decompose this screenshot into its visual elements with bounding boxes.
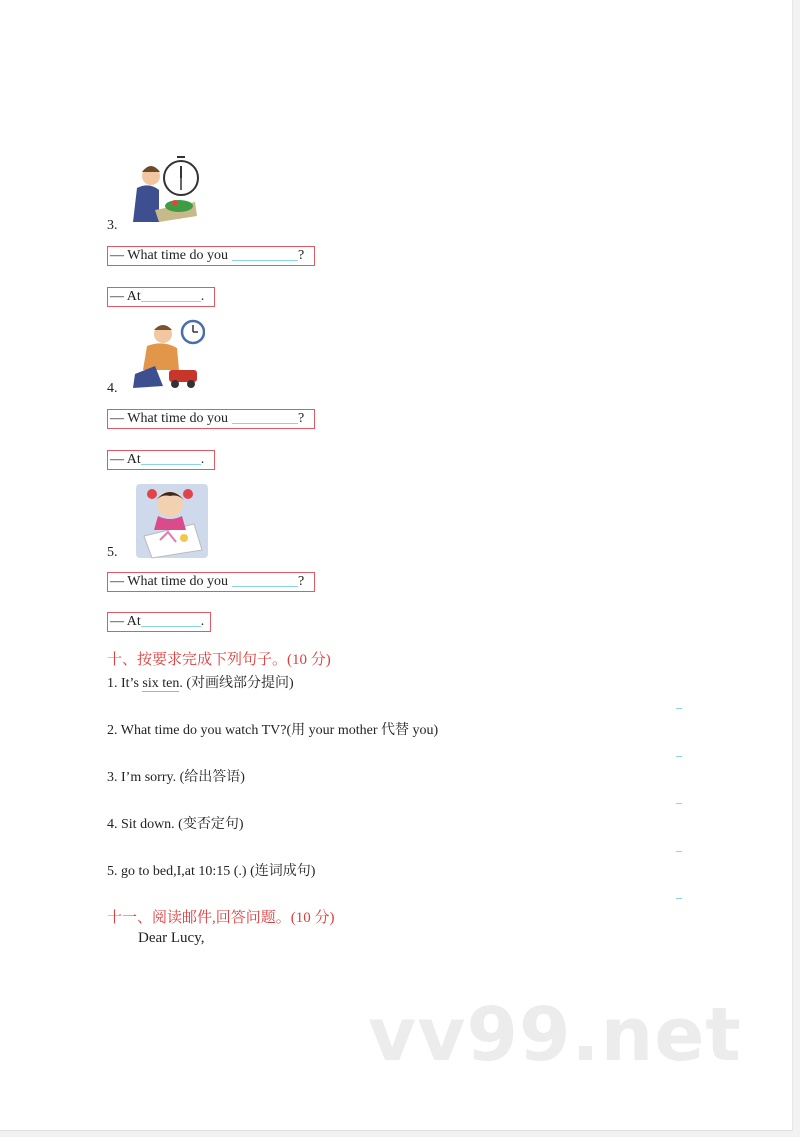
answer-blank[interactable] [141,451,201,465]
answer-blank[interactable] [232,573,298,587]
answer-box-at [107,287,215,307]
question-text: — What time do you [110,574,228,589]
question-1-prefix: 1. It’s [107,676,143,691]
watermark: vv99.net [368,992,742,1078]
question-mark: ? [297,248,305,263]
question-text: — What time do you [110,248,228,263]
question-3: 3. I’m sorry. (给出答语) [107,770,245,785]
section-10-title: 十、按要求完成下列句子。(10 分) [107,652,331,668]
underlined-phrase: six ten [142,676,180,691]
answer-line-mark[interactable] [676,851,682,852]
period: . [200,289,205,304]
answer-line-mark[interactable] [676,898,682,899]
item-number: 5. [107,545,118,560]
question-5: 5. go to bed,I,at 10:15 (.) (连词成句) [107,864,316,879]
answer-box-question [107,246,315,266]
question-mark: ? [297,411,305,426]
answer-blank[interactable] [232,410,298,424]
answer-line-mark[interactable] [676,756,682,757]
answer-box-question [107,572,315,592]
answer-line-mark[interactable] [676,803,682,804]
question-4: 4. Sit down. (变否定句) [107,817,244,832]
item-number: 4. [107,381,118,396]
boy-playing-clock-illustration [125,316,205,396]
girl-drawing-illustration [130,480,210,560]
question-mark: ? [297,574,305,589]
question-1 [107,672,294,692]
answer-blank[interactable] [141,288,201,302]
item-number: 3. [107,218,118,233]
answer-box-at [107,612,211,632]
answer-blank[interactable] [232,247,298,261]
answer-text: — At [110,614,141,629]
answer-text: — At [110,452,141,467]
answer-blank[interactable] [141,613,201,627]
letter-greeting: Dear Lucy, [138,930,205,946]
boy-eating-clock-illustration [125,152,205,232]
period: . [200,452,205,467]
question-text: — What time do you [110,411,228,426]
section-11-title: 十一、阅读邮件,回答问题。(10 分) [107,910,335,926]
answer-line-mark[interactable] [676,708,682,709]
answer-box-at [107,450,215,470]
question-2: 2. What time do you watch TV?(用 your mother 代替 you) [107,723,439,738]
question-1-suffix: . (对画线部分提问) [179,676,294,691]
answer-text: — At [110,289,141,304]
period: . [200,614,205,629]
answer-box-question [107,409,315,429]
